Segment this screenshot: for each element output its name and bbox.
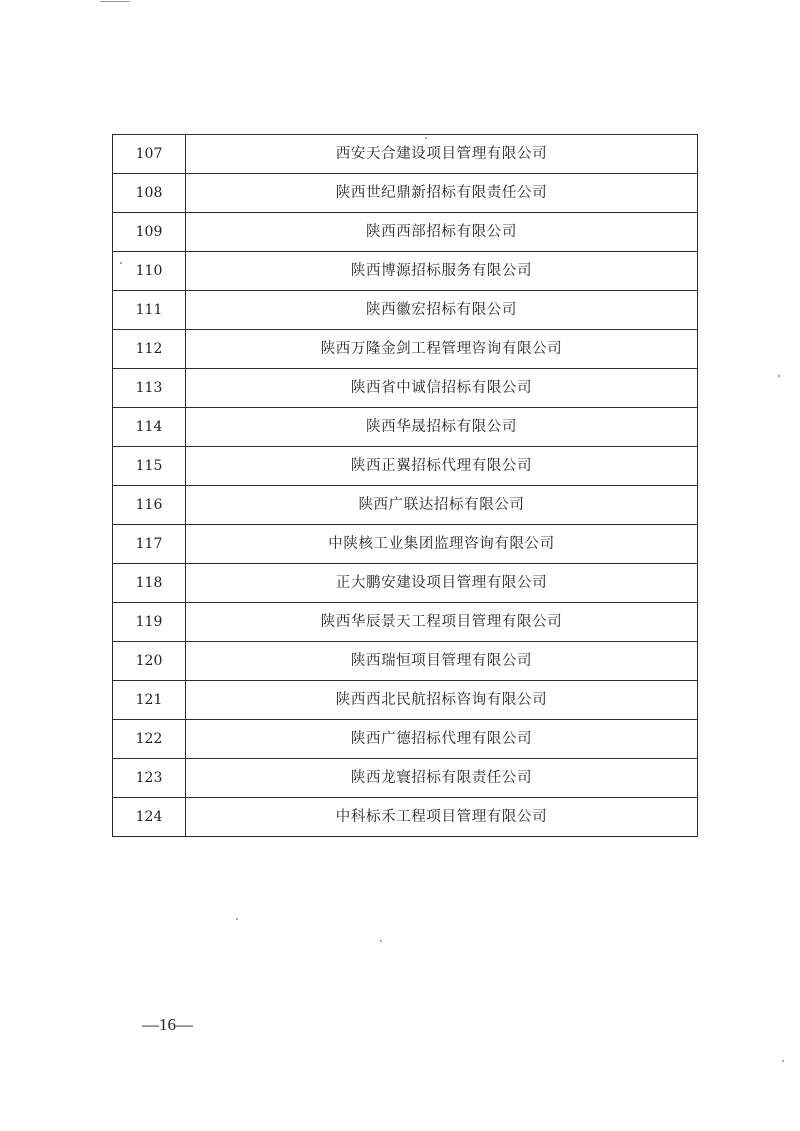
company-name: 陕西西部招标有限公司 <box>186 213 698 252</box>
company-name: 陕西广德招标代理有限公司 <box>186 720 698 759</box>
company-name: 陕西博源招标服务有限公司 <box>186 252 698 291</box>
row-number: 107 <box>113 135 186 174</box>
table-row <box>113 525 698 564</box>
row-number: 123 <box>113 759 186 798</box>
company-name: 陕西瑞恒项目管理有限公司 <box>186 642 698 681</box>
scan-artifact-dot <box>782 1060 784 1062</box>
table-row <box>113 174 698 213</box>
company-name: 陕西广联达招标有限公司 <box>186 486 698 525</box>
table-row <box>113 603 698 642</box>
scan-artifact-dot <box>778 375 780 377</box>
company-name: 正大鹏安建设项目管理有限公司 <box>186 564 698 603</box>
company-list-table <box>112 134 698 837</box>
row-number: 116 <box>113 486 186 525</box>
company-name: 西安天合建设项目管理有限公司 <box>186 135 698 174</box>
table-row <box>113 330 698 369</box>
table-row <box>113 642 698 681</box>
page-number: —16— <box>142 1015 193 1034</box>
row-number: 113 <box>113 369 186 408</box>
table-row <box>113 408 698 447</box>
company-list-body <box>113 135 698 837</box>
company-name: 陕西徽宏招标有限公司 <box>186 291 698 330</box>
table-row <box>113 720 698 759</box>
row-number: 117 <box>113 525 186 564</box>
table-row <box>113 681 698 720</box>
row-number: 109 <box>113 213 186 252</box>
company-name: 陕西华辰景天工程项目管理有限公司 <box>186 603 698 642</box>
company-name: 陕西正翼招标代理有限公司 <box>186 447 698 486</box>
row-number: 124 <box>113 798 186 837</box>
company-name: 陕西万隆金剑工程管理咨询有限公司 <box>186 330 698 369</box>
table-row <box>113 135 698 174</box>
table-row <box>113 252 698 291</box>
scan-artifact-dot <box>380 940 382 942</box>
scan-artifact-line <box>100 1 130 2</box>
row-number: 119 <box>113 603 186 642</box>
row-number: 121 <box>113 681 186 720</box>
company-name: 中陕核工业集团监理咨询有限公司 <box>186 525 698 564</box>
row-number: 115 <box>113 447 186 486</box>
row-number: 108 <box>113 174 186 213</box>
company-name: 陕西华晟招标有限公司 <box>186 408 698 447</box>
table-row <box>113 798 698 837</box>
scan-artifact-dot <box>236 918 238 920</box>
company-name: 中科标禾工程项目管理有限公司 <box>186 798 698 837</box>
company-name: 陕西龙寰招标有限责任公司 <box>186 759 698 798</box>
table-row <box>113 564 698 603</box>
row-number: 110 <box>113 252 186 291</box>
row-number: 114 <box>113 408 186 447</box>
company-name: 陕西省中诚信招标有限公司 <box>186 369 698 408</box>
table-row <box>113 486 698 525</box>
table-row <box>113 447 698 486</box>
row-number: 118 <box>113 564 186 603</box>
table-row <box>113 759 698 798</box>
table-row <box>113 291 698 330</box>
company-name: 陕西世纪鼎新招标有限责任公司 <box>186 174 698 213</box>
row-number: 122 <box>113 720 186 759</box>
table-row <box>113 369 698 408</box>
row-number: 111 <box>113 291 186 330</box>
table-row <box>113 213 698 252</box>
row-number: 120 <box>113 642 186 681</box>
company-name: 陕西西北民航招标咨询有限公司 <box>186 681 698 720</box>
row-number: 112 <box>113 330 186 369</box>
